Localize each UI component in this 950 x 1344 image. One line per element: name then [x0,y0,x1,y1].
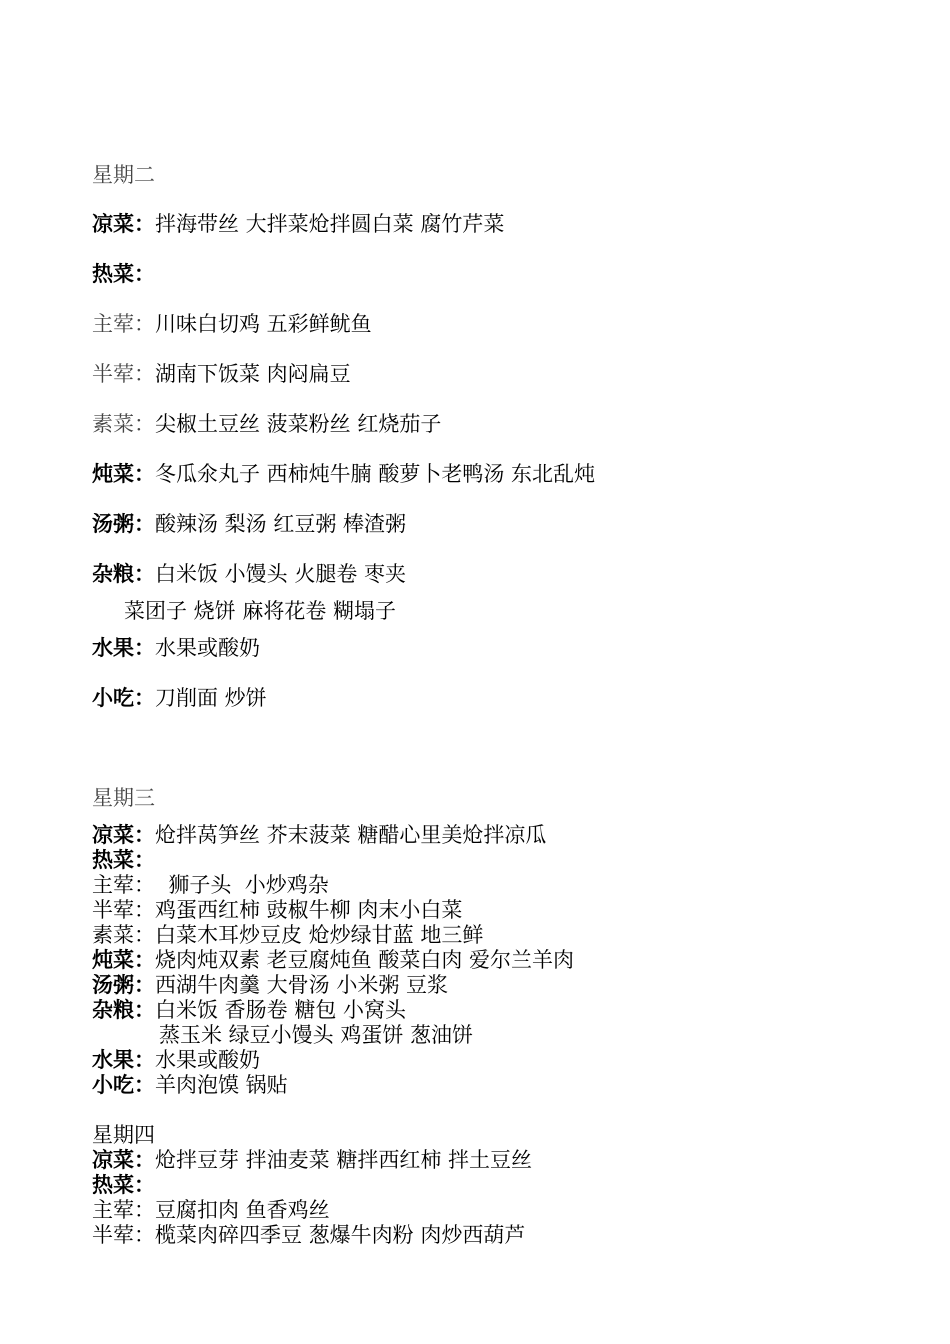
category-label: 素菜： [92,923,155,947]
dish-list: 尖椒土豆丝 菠菜粉丝 红烧茄子 [155,412,442,436]
category-label: 炖菜： [92,947,155,972]
day2-recai-row [92,261,155,287]
dish-list: 羊肉泡馍 锅贴 [155,1073,288,1097]
day2-banhun-row [92,361,351,387]
day2-zhuhun-row [92,311,372,337]
day2-duncai-row [92,461,595,487]
dish-list: 鸡蛋西红柿 豉椒牛柳 肉末小白菜 [155,898,463,922]
day2-shuiguo-row [92,635,260,661]
category-label: 主荤： [92,873,155,897]
day3-recai-row [92,847,155,873]
day4-liangcai-row [92,1147,532,1173]
day2-liangcai-row [92,211,504,237]
dish-list: 白米饭 小馒头 火腿卷 枣夹 [155,562,407,586]
category-label: 凉菜： [92,211,155,236]
day2-zaliang-row-2 [124,598,396,624]
day3-tangzhou-row [92,972,448,998]
category-label: 汤粥： [92,511,155,536]
category-label: 杂粮： [92,997,155,1022]
dish-list: 水果或酸奶 [155,1048,260,1072]
category-label: 水果： [92,1047,155,1072]
day3-title [92,785,155,811]
day3-xiaochi-row [92,1072,288,1098]
day-title: 星期二 [92,163,155,187]
dish-list: 水果或酸奶 [155,636,260,660]
dish-list: 蒸玉米 绿豆小馒头 鸡蛋饼 葱油饼 [159,1023,474,1047]
day2-title [92,162,155,188]
category-label: 杂粮： [92,561,155,586]
category-label: 水果： [92,635,155,660]
day-title: 星期三 [92,786,155,810]
day2-xiaochi-row [92,685,267,711]
day2-tangzhou-row [92,511,406,537]
category-label: 热菜： [92,261,155,286]
dish-list: 榄菜肉碎四季豆 葱爆牛肉粉 肉炒西葫芦 [155,1223,526,1247]
day3-zhuhun-row [92,872,329,898]
category-label: 凉菜： [92,1147,155,1172]
dish-list: 炝拌豆芽 拌油麦菜 糖拌西红柿 拌土豆丝 [155,1148,533,1172]
dish-list: 冬瓜氽丸子 西柿炖牛腩 酸萝卜老鸭汤 东北乱炖 [155,462,596,486]
day4-recai-row [92,1172,155,1198]
dish-list: 豆腐扣肉 鱼香鸡丝 [155,1198,330,1222]
dish-list: 炝拌莴笋丝 芥末菠菜 糖醋心里美炝拌凉瓜 [155,823,547,847]
category-label: 炖菜： [92,461,155,486]
day2-sucai-row [92,411,441,437]
dish-list: 菜团子 烧饼 麻将花卷 糊塌子 [124,599,397,623]
category-label: 热菜： [92,1172,155,1197]
dish-list: 烧肉炖双素 老豆腐炖鱼 酸菜白肉 爱尔兰羊肉 [155,948,575,972]
day3-zaliang-row-2 [159,1022,473,1048]
day2-zaliang-row [92,561,406,587]
day-title: 星期四 [92,1123,155,1147]
category-label: 热菜： [92,847,155,872]
category-label: 主荤： [92,1198,155,1222]
dish-list: 川味白切鸡 五彩鲜鱿鱼 [155,312,372,336]
dish-list: 西湖牛肉羹 大骨汤 小米粥 豆浆 [155,973,449,997]
day4-title [92,1122,155,1148]
dish-list: 白米饭 香肠卷 糖包 小窝头 [155,998,407,1022]
day3-duncai-row [92,947,574,973]
day3-shuiguo-row [92,1047,260,1073]
category-label: 小吃： [92,685,155,710]
category-label: 半荤： [92,1223,155,1247]
category-label: 主荤： [92,312,155,336]
dish-list: 酸辣汤 梨汤 红豆粥 棒渣粥 [155,512,407,536]
day3-banhun-row [92,897,462,923]
day3-sucai-row [92,922,483,948]
day3-zaliang-row [92,997,406,1023]
dish-list: 湖南下饭菜 肉闷扁豆 [155,362,351,386]
dish-list: 拌海带丝 大拌菜炝拌圆白菜 腐竹芹菜 [155,212,505,236]
category-label: 半荤： [92,362,155,386]
day4-banhun-row [92,1222,525,1248]
category-label: 半荤： [92,898,155,922]
day3-liangcai-row [92,822,546,848]
dish-list: 刀削面 炒饼 [155,686,267,710]
category-label: 汤粥： [92,972,155,997]
category-label: 凉菜： [92,822,155,847]
dish-list: 狮子头 小炒鸡杂 [155,873,329,897]
dish-list: 白菜木耳炒豆皮 炝炒绿甘蓝 地三鲜 [155,923,484,947]
category-label: 素菜： [92,412,155,436]
category-label: 小吃： [92,1072,155,1097]
day4-zhuhun-row [92,1197,330,1223]
